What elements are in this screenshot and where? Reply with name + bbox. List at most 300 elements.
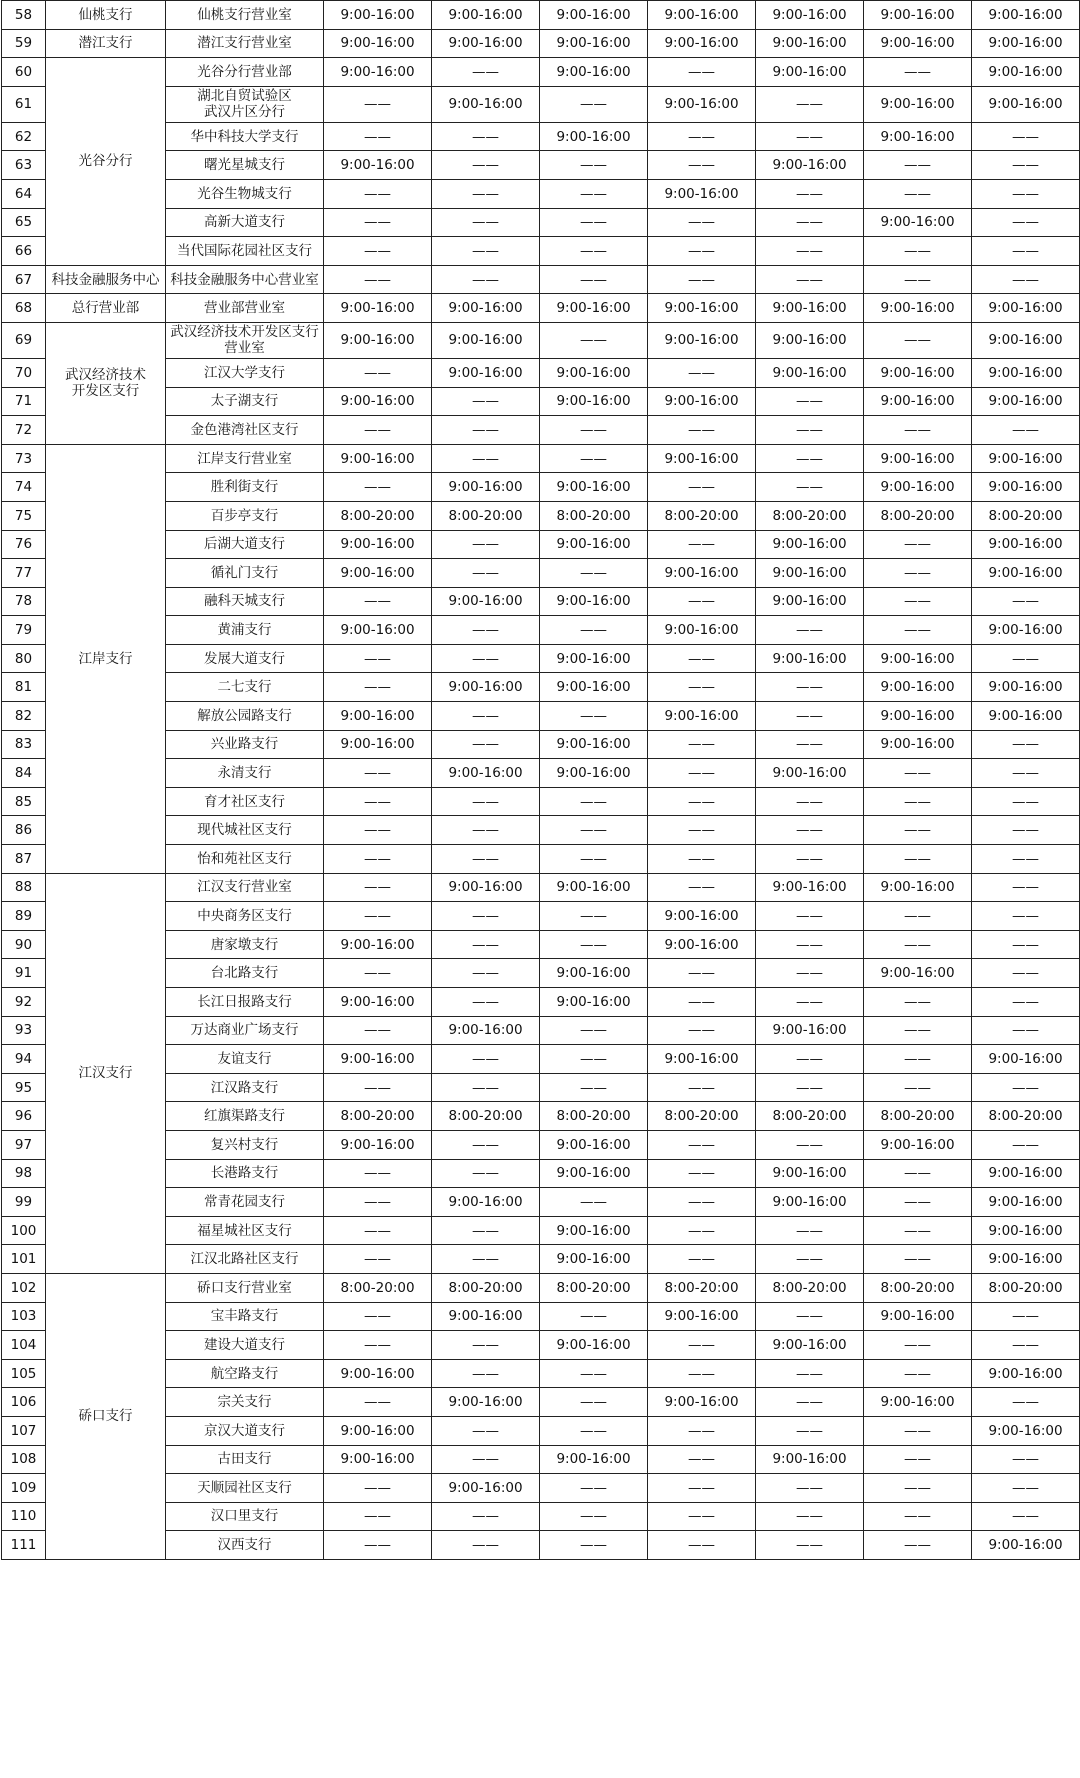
row-number: 59	[2, 29, 46, 58]
hours-cell: 9:00-16:00	[324, 702, 432, 731]
hours-cell: 9:00-16:00	[324, 1, 432, 30]
hours-cell: ——	[540, 559, 648, 588]
hours-cell: ——	[324, 673, 432, 702]
hours-cell: ——	[972, 730, 1080, 759]
hours-cell: ——	[432, 1445, 540, 1474]
hours-cell: ——	[756, 1216, 864, 1245]
branch-name: 现代城社区支行	[166, 816, 324, 845]
hours-cell: 9:00-16:00	[432, 322, 540, 358]
hours-cell: 8:00-20:00	[540, 1273, 648, 1302]
hours-cell: ——	[756, 1359, 864, 1388]
hours-cell: 9:00-16:00	[972, 1531, 1080, 1560]
hours-cell: ——	[972, 1302, 1080, 1331]
hours-cell: ——	[972, 1073, 1080, 1102]
branch-name: 宝丰路支行	[166, 1302, 324, 1331]
branch-group: 光谷分行	[46, 58, 166, 266]
branch-name: 复兴村支行	[166, 1130, 324, 1159]
hours-cell: ——	[972, 1388, 1080, 1417]
hours-cell: ——	[864, 616, 972, 645]
hours-cell: 9:00-16:00	[432, 1388, 540, 1417]
hours-cell: ——	[864, 1245, 972, 1274]
hours-cell: 8:00-20:00	[648, 501, 756, 530]
row-number: 93	[2, 1016, 46, 1045]
hours-cell: ——	[756, 845, 864, 874]
hours-cell: ——	[972, 208, 1080, 237]
table-row	[2, 1273, 1080, 1302]
hours-cell: 9:00-16:00	[864, 1130, 972, 1159]
hours-cell: 9:00-16:00	[540, 759, 648, 788]
hours-cell: ——	[324, 265, 432, 294]
hours-cell: ——	[540, 444, 648, 473]
hours-cell: 9:00-16:00	[540, 1245, 648, 1274]
hours-cell: 9:00-16:00	[432, 473, 540, 502]
hours-cell: ——	[648, 816, 756, 845]
hours-cell: ——	[540, 616, 648, 645]
hours-cell: ——	[324, 1531, 432, 1560]
hours-cell: ——	[324, 1159, 432, 1188]
hours-cell: ——	[972, 787, 1080, 816]
hours-cell: 9:00-16:00	[756, 1188, 864, 1217]
hours-cell: 8:00-20:00	[972, 501, 1080, 530]
hours-cell: ——	[864, 1159, 972, 1188]
hours-cell: 9:00-16:00	[540, 122, 648, 151]
hours-cell: ——	[972, 122, 1080, 151]
hours-cell: ——	[540, 702, 648, 731]
hours-cell: 8:00-20:00	[324, 501, 432, 530]
hours-cell: 9:00-16:00	[540, 1159, 648, 1188]
hours-cell: ——	[648, 1073, 756, 1102]
hours-cell: 9:00-16:00	[864, 730, 972, 759]
hours-cell: ——	[648, 1159, 756, 1188]
hours-cell: ——	[324, 873, 432, 902]
row-number: 86	[2, 816, 46, 845]
hours-cell: ——	[972, 816, 1080, 845]
branch-name: 武汉经济技术开发区支行 营业室	[166, 322, 324, 358]
hours-cell: 9:00-16:00	[864, 1388, 972, 1417]
hours-cell: ——	[432, 122, 540, 151]
hours-cell: ——	[864, 1216, 972, 1245]
hours-cell: 9:00-16:00	[432, 1016, 540, 1045]
hours-cell: ——	[864, 787, 972, 816]
table-row	[2, 873, 1080, 902]
hours-cell: 9:00-16:00	[540, 29, 648, 58]
hours-cell: 9:00-16:00	[864, 444, 972, 473]
row-number: 101	[2, 1245, 46, 1274]
hours-cell: ——	[540, 787, 648, 816]
row-number: 82	[2, 702, 46, 731]
hours-cell: ——	[540, 237, 648, 266]
hours-cell: 9:00-16:00	[324, 1359, 432, 1388]
branch-name: 融科天城支行	[166, 587, 324, 616]
branch-name: 黄浦支行	[166, 616, 324, 645]
hours-cell: ——	[432, 530, 540, 559]
hours-cell: ——	[756, 988, 864, 1017]
hours-cell: ——	[864, 530, 972, 559]
hours-cell: ——	[864, 1331, 972, 1360]
hours-cell: ——	[324, 208, 432, 237]
hours-cell: ——	[432, 1073, 540, 1102]
branch-name: 长港路支行	[166, 1159, 324, 1188]
hours-cell: 9:00-16:00	[972, 322, 1080, 358]
hours-cell: 9:00-16:00	[540, 587, 648, 616]
branch-name: 台北路支行	[166, 959, 324, 988]
hours-cell: 8:00-20:00	[756, 1273, 864, 1302]
hours-cell: ——	[324, 86, 432, 122]
hours-cell: ——	[432, 1331, 540, 1360]
branch-name: 江汉路支行	[166, 1073, 324, 1102]
hours-cell: 9:00-16:00	[324, 151, 432, 180]
hours-cell: 9:00-16:00	[864, 702, 972, 731]
hours-cell: ——	[324, 902, 432, 931]
hours-cell: 9:00-16:00	[324, 616, 432, 645]
hours-cell: ——	[540, 902, 648, 931]
hours-cell: ——	[648, 587, 756, 616]
hours-cell: 9:00-16:00	[540, 530, 648, 559]
hours-cell: ——	[432, 1045, 540, 1074]
branch-name: 循礼门支行	[166, 559, 324, 588]
hours-cell: ——	[540, 1302, 648, 1331]
hours-cell: ——	[864, 1359, 972, 1388]
hours-cell: ——	[756, 1130, 864, 1159]
hours-cell: ——	[432, 959, 540, 988]
hours-cell: ——	[972, 1016, 1080, 1045]
hours-cell: 9:00-16:00	[540, 387, 648, 416]
branch-name: 二七支行	[166, 673, 324, 702]
hours-cell: 9:00-16:00	[648, 179, 756, 208]
branch-name: 航空路支行	[166, 1359, 324, 1388]
hours-cell: 9:00-16:00	[540, 988, 648, 1017]
hours-cell: 9:00-16:00	[756, 1445, 864, 1474]
branch-name: 科技金融服务中心营业室	[166, 265, 324, 294]
hours-cell: 8:00-20:00	[324, 1102, 432, 1131]
hours-cell: ——	[756, 122, 864, 151]
hours-cell: ——	[432, 208, 540, 237]
hours-cell: 9:00-16:00	[864, 473, 972, 502]
row-number: 99	[2, 1188, 46, 1217]
hours-cell: 9:00-16:00	[648, 616, 756, 645]
hours-cell: ——	[540, 1188, 648, 1217]
hours-cell: 9:00-16:00	[432, 1302, 540, 1331]
hours-cell: ——	[540, 1359, 648, 1388]
hours-cell: ——	[324, 959, 432, 988]
hours-cell: 9:00-16:00	[756, 644, 864, 673]
hours-cell: 9:00-16:00	[864, 387, 972, 416]
branch-name: 江岸支行营业室	[166, 444, 324, 473]
hours-cell: ——	[540, 86, 648, 122]
hours-cell: ——	[864, 58, 972, 87]
hours-cell: 8:00-20:00	[324, 1273, 432, 1302]
branch-name: 中央商务区支行	[166, 902, 324, 931]
hours-cell: 9:00-16:00	[540, 58, 648, 87]
branch-name: 华中科技大学支行	[166, 122, 324, 151]
hours-cell: 9:00-16:00	[648, 86, 756, 122]
hours-cell: ——	[540, 1502, 648, 1531]
branch-name: 古田支行	[166, 1445, 324, 1474]
table-row	[2, 29, 1080, 58]
hours-cell: 9:00-16:00	[972, 1159, 1080, 1188]
branch-name: 江汉北路社区支行	[166, 1245, 324, 1274]
branch-name: 高新大道支行	[166, 208, 324, 237]
hours-cell: 9:00-16:00	[540, 673, 648, 702]
hours-cell: ——	[864, 1188, 972, 1217]
hours-cell: ——	[432, 1502, 540, 1531]
hours-cell: ——	[324, 787, 432, 816]
hours-cell: ——	[432, 902, 540, 931]
hours-cell: 9:00-16:00	[972, 58, 1080, 87]
hours-cell: 9:00-16:00	[324, 1416, 432, 1445]
hours-cell: ——	[648, 122, 756, 151]
hours-cell: 9:00-16:00	[324, 322, 432, 358]
row-number: 110	[2, 1502, 46, 1531]
hours-cell: ——	[756, 179, 864, 208]
hours-cell: ——	[324, 1188, 432, 1217]
hours-cell: 9:00-16:00	[864, 358, 972, 387]
hours-cell: 9:00-16:00	[324, 444, 432, 473]
hours-cell: ——	[972, 1474, 1080, 1503]
branch-group: 江汉支行	[46, 873, 166, 1273]
hours-cell: 9:00-16:00	[540, 1445, 648, 1474]
hours-cell: ——	[756, 265, 864, 294]
hours-cell: 8:00-20:00	[540, 501, 648, 530]
hours-cell: 9:00-16:00	[756, 322, 864, 358]
hours-cell: ——	[972, 179, 1080, 208]
hours-cell: 9:00-16:00	[864, 1302, 972, 1331]
hours-cell: ——	[324, 816, 432, 845]
hours-cell: ——	[648, 1416, 756, 1445]
row-number: 96	[2, 1102, 46, 1131]
hours-cell: 9:00-16:00	[648, 1388, 756, 1417]
hours-cell: 9:00-16:00	[324, 1445, 432, 1474]
hours-cell: 9:00-16:00	[324, 930, 432, 959]
hours-cell: 9:00-16:00	[324, 294, 432, 323]
hours-cell: ——	[540, 1388, 648, 1417]
row-number: 72	[2, 416, 46, 445]
hours-cell: ——	[864, 1045, 972, 1074]
hours-cell: ——	[432, 644, 540, 673]
hours-cell: ——	[432, 1416, 540, 1445]
hours-cell: ——	[540, 322, 648, 358]
hours-cell: 9:00-16:00	[432, 759, 540, 788]
hours-cell: 9:00-16:00	[324, 1045, 432, 1074]
hours-cell: ——	[972, 930, 1080, 959]
branch-name: 红旗渠路支行	[166, 1102, 324, 1131]
row-number: 91	[2, 959, 46, 988]
table-row	[2, 322, 1080, 358]
hours-cell: 8:00-20:00	[972, 1273, 1080, 1302]
hours-cell: ——	[432, 58, 540, 87]
hours-cell: 9:00-16:00	[972, 29, 1080, 58]
branch-name: 曙光星城支行	[166, 151, 324, 180]
hours-cell: ——	[972, 416, 1080, 445]
branch-name: 京汉大道支行	[166, 1416, 324, 1445]
hours-cell: ——	[864, 845, 972, 874]
hours-cell: 9:00-16:00	[972, 1188, 1080, 1217]
hours-cell: 9:00-16:00	[648, 322, 756, 358]
hours-cell: ——	[648, 959, 756, 988]
hours-cell: ——	[648, 58, 756, 87]
hours-cell: ——	[756, 416, 864, 445]
hours-cell: 9:00-16:00	[864, 959, 972, 988]
hours-cell: 8:00-20:00	[756, 1102, 864, 1131]
hours-cell: ——	[324, 845, 432, 874]
hours-cell: 9:00-16:00	[432, 587, 540, 616]
row-number: 103	[2, 1302, 46, 1331]
hours-cell: 9:00-16:00	[756, 759, 864, 788]
row-number: 102	[2, 1273, 46, 1302]
hours-cell: ——	[972, 902, 1080, 931]
hours-cell: ——	[324, 587, 432, 616]
hours-cell: ——	[648, 1130, 756, 1159]
hours-cell: ——	[648, 1245, 756, 1274]
branch-name: 胜利街支行	[166, 473, 324, 502]
hours-cell: 9:00-16:00	[864, 208, 972, 237]
hours-cell: 9:00-16:00	[432, 294, 540, 323]
row-number: 109	[2, 1474, 46, 1503]
row-number: 111	[2, 1531, 46, 1560]
row-number: 70	[2, 358, 46, 387]
hours-cell: ——	[432, 730, 540, 759]
row-number: 62	[2, 122, 46, 151]
hours-cell: ——	[756, 1502, 864, 1531]
hours-cell: ——	[864, 587, 972, 616]
hours-cell: ——	[756, 208, 864, 237]
hours-cell: ——	[864, 265, 972, 294]
branch-name: 汉西支行	[166, 1531, 324, 1560]
table-row	[2, 1, 1080, 30]
branch-name: 太子湖支行	[166, 387, 324, 416]
hours-cell: 9:00-16:00	[324, 58, 432, 87]
hours-cell: ——	[648, 988, 756, 1017]
row-number: 97	[2, 1130, 46, 1159]
hours-cell: ——	[648, 530, 756, 559]
row-number: 69	[2, 322, 46, 358]
hours-cell: 9:00-16:00	[648, 930, 756, 959]
hours-cell: ——	[756, 1474, 864, 1503]
branch-name: 汉口里支行	[166, 1502, 324, 1531]
hours-cell: ——	[864, 179, 972, 208]
row-number: 98	[2, 1159, 46, 1188]
hours-cell: 9:00-16:00	[972, 530, 1080, 559]
hours-cell: ——	[648, 265, 756, 294]
hours-cell: ——	[864, 1502, 972, 1531]
hours-cell: ——	[324, 1302, 432, 1331]
hours-cell: ——	[972, 587, 1080, 616]
hours-cell: 9:00-16:00	[540, 1, 648, 30]
row-number: 80	[2, 644, 46, 673]
hours-cell: ——	[432, 1531, 540, 1560]
row-number: 71	[2, 387, 46, 416]
hours-cell: ——	[432, 702, 540, 731]
hours-cell: ——	[432, 1216, 540, 1245]
hours-cell: ——	[648, 473, 756, 502]
hours-cell: 9:00-16:00	[648, 444, 756, 473]
branch-name: 育才社区支行	[166, 787, 324, 816]
row-number: 78	[2, 587, 46, 616]
hours-cell: 9:00-16:00	[432, 86, 540, 122]
hours-cell: 9:00-16:00	[864, 873, 972, 902]
hours-cell: 9:00-16:00	[756, 1016, 864, 1045]
row-number: 106	[2, 1388, 46, 1417]
branch-name: 长江日报路支行	[166, 988, 324, 1017]
hours-cell: ——	[432, 416, 540, 445]
hours-cell: 9:00-16:00	[648, 902, 756, 931]
hours-cell: 8:00-20:00	[432, 501, 540, 530]
row-number: 85	[2, 787, 46, 816]
hours-cell: ——	[324, 1016, 432, 1045]
hours-cell: 9:00-16:00	[972, 559, 1080, 588]
hours-cell: 9:00-16:00	[972, 1, 1080, 30]
branch-name: 友谊支行	[166, 1045, 324, 1074]
branch-group: 武汉经济技术 开发区支行	[46, 322, 166, 444]
hours-cell: ——	[756, 1302, 864, 1331]
hours-cell: ——	[756, 930, 864, 959]
hours-cell: ——	[648, 1331, 756, 1360]
hours-cell: 9:00-16:00	[648, 702, 756, 731]
hours-cell: 9:00-16:00	[540, 644, 648, 673]
hours-cell: ——	[864, 988, 972, 1017]
hours-cell: ——	[648, 1188, 756, 1217]
row-number: 74	[2, 473, 46, 502]
hours-cell: 9:00-16:00	[648, 1302, 756, 1331]
hours-cell: ——	[432, 265, 540, 294]
hours-cell: ——	[324, 1216, 432, 1245]
hours-cell: ——	[756, 816, 864, 845]
hours-cell: ——	[972, 1331, 1080, 1360]
hours-cell: ——	[432, 930, 540, 959]
branch-group: 科技金融服务中心	[46, 265, 166, 294]
hours-cell: ——	[864, 1416, 972, 1445]
hours-cell: ——	[648, 787, 756, 816]
hours-cell: ——	[540, 930, 648, 959]
hours-cell: ——	[864, 902, 972, 931]
row-number: 68	[2, 294, 46, 323]
hours-cell: ——	[972, 644, 1080, 673]
branch-name: 唐家墩支行	[166, 930, 324, 959]
hours-cell: 9:00-16:00	[972, 86, 1080, 122]
hours-cell: ——	[432, 1245, 540, 1274]
hours-cell: ——	[540, 816, 648, 845]
hours-cell: 9:00-16:00	[864, 644, 972, 673]
hours-cell: ——	[432, 787, 540, 816]
hours-cell: 9:00-16:00	[324, 29, 432, 58]
hours-cell: 9:00-16:00	[324, 730, 432, 759]
hours-cell: ——	[648, 644, 756, 673]
hours-cell: ——	[648, 673, 756, 702]
hours-cell: ——	[648, 1016, 756, 1045]
hours-cell: ——	[648, 873, 756, 902]
hours-cell: ——	[864, 1474, 972, 1503]
hours-cell: 9:00-16:00	[432, 1474, 540, 1503]
row-number: 76	[2, 530, 46, 559]
hours-cell: ——	[648, 1502, 756, 1531]
hours-cell: ——	[972, 1502, 1080, 1531]
row-number: 77	[2, 559, 46, 588]
hours-cell: ——	[864, 322, 972, 358]
branch-group: 潜江支行	[46, 29, 166, 58]
table-row	[2, 294, 1080, 323]
hours-cell: ——	[972, 845, 1080, 874]
branch-name: 福星城社区支行	[166, 1216, 324, 1245]
hours-cell: ——	[432, 179, 540, 208]
hours-cell: ——	[540, 1073, 648, 1102]
branch-group: 总行营业部	[46, 294, 166, 323]
hours-cell: ——	[756, 616, 864, 645]
hours-cell: 9:00-16:00	[540, 1331, 648, 1360]
hours-cell: 8:00-20:00	[756, 501, 864, 530]
branch-name: 万达商业广场支行	[166, 1016, 324, 1045]
hours-cell: 9:00-16:00	[756, 294, 864, 323]
row-number: 105	[2, 1359, 46, 1388]
